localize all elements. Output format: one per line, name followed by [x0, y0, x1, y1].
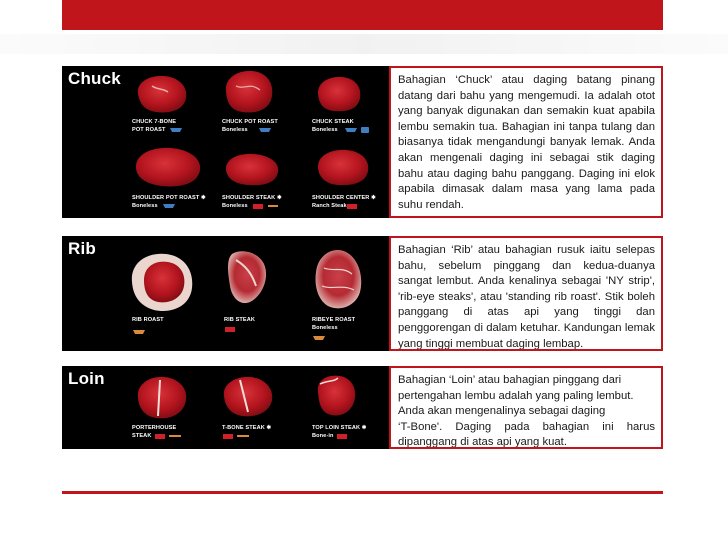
- loin-description-line-2: pertengahan lembu adalah yang paling lembut.: [398, 389, 634, 402]
- bottom-accent-rule: [62, 491, 663, 494]
- top-accent-bar: [62, 0, 663, 30]
- shoulder-steak-image: [222, 150, 282, 188]
- skillet-icon: [168, 433, 182, 439]
- chuck-description-box: [389, 66, 663, 218]
- chuck-image-panel: [62, 66, 389, 218]
- cut-label-rib-steak: RIB STEAK: [224, 317, 256, 323]
- grill-icon: [222, 433, 234, 440]
- porterhouse-image: [132, 372, 190, 422]
- marinate-icon: [360, 126, 370, 134]
- chuck-description: Bahagian ‘Chuck’ atau daging batang pinang datang dari bahu yang mengemudi. Ia adalah otot yang banyak digunakan dan semakin kuat apabila lembu semakin tua. Bahagian ini tanpa tulang dan biasanya tidak mengandungi banyak lemak. Anda akan mengenali daging ini sebagai stik daging bahu atau daging bahu panggang. Daging ini elok apabila dimasak dalam masa yang lama pada suhu rendah.: [398, 74, 655, 211]
- cut-label-t-bone: T-BONE STEAK ✱: [222, 425, 272, 431]
- loin-title: Loin: [68, 369, 105, 388]
- grill-icon: [252, 203, 264, 210]
- cut-label-shoulder-pot-roast: SHOULDER POT ROAST ✱ Boneless: [132, 195, 206, 209]
- roast-pan-icon: [312, 335, 326, 341]
- t-bone-image: [218, 372, 276, 420]
- top-loin-steak-image: [310, 370, 360, 422]
- chuck-title: Chuck: [68, 69, 121, 88]
- loin-description-line-1: Bahagian ‘Loin’ atau bahagian pinggang dari: [398, 374, 622, 386]
- loin-description-line-3: Anda akan mengenalinya sebagai daging: [398, 405, 606, 418]
- roast-pan-icon: [132, 329, 146, 335]
- grill-icon: [336, 433, 348, 440]
- cut-label-porterhouse: PORTERHOUSE STEAK: [132, 425, 177, 439]
- rib-title: Rib: [68, 239, 96, 258]
- cut-label-chuck-steak: CHUCK STEAK Boneless: [312, 119, 354, 133]
- cut-label-rib-roast: RIB ROAST: [132, 317, 164, 323]
- cut-label-top-loin: TOP LOIN STEAK ✱ Bone-in: [312, 425, 367, 439]
- cut-label-shoulder-center: SHOULDER CENTER ✱ Ranch Steak: [312, 195, 376, 209]
- grill-icon: [224, 326, 236, 333]
- slow-cooker-icon: [162, 203, 176, 209]
- chuck-pot-roast-image: [222, 68, 276, 116]
- ribeye-roast-image: [308, 242, 366, 314]
- loin-description-box: [389, 366, 663, 449]
- faint-watermark-band: [0, 34, 728, 54]
- chuck-steak-image: [314, 74, 364, 114]
- rib-section: [62, 236, 663, 351]
- grill-icon: [346, 203, 358, 210]
- slow-cooker-icon: [169, 127, 183, 133]
- shoulder-pot-roast-image: [132, 144, 204, 190]
- cut-label-ribeye-roast: RIBEYE ROAST Boneless: [312, 317, 356, 331]
- rib-description: Bahagian ‘Rib’ atau bahagian rusuk iaitu selepas bahu, sebelum pinggang dan kedua-duanya sangat lembut. Anda kenalinya sebagai 'NY strip', 'rib-eye steaks', atau 'standing rib roast'. Stik boleh panggang di atas api yang tinggi dan penggorengan di dalam ketuhar. Kandungan lemak yang tinggi membuat daging lembap.: [398, 244, 655, 350]
- rib-roast-image: [126, 248, 196, 316]
- cut-label-chuck-7-bone: CHUCK 7-BONE POT ROAST: [132, 119, 177, 133]
- loin-section: [62, 366, 663, 449]
- skillet-icon: [267, 203, 279, 210]
- loin-description-tail: ‘T-Bone'. Daging pada bahagian ini harus dipanggang di atas api yang kuat.: [398, 420, 655, 449]
- rib-image-panel: [62, 236, 389, 351]
- grill-icon: [154, 433, 166, 440]
- cut-label-chuck-pot-roast: CHUCK POT ROAST Boneless: [222, 119, 278, 133]
- chuck-section: [62, 66, 663, 218]
- slow-cooker-icon: [258, 127, 272, 133]
- loin-image-panel: [62, 366, 389, 449]
- slow-cooker-icon: [344, 127, 358, 133]
- rib-steak-image: [222, 246, 272, 308]
- skillet-icon: [236, 433, 250, 439]
- rib-description-box: [389, 236, 663, 351]
- chuck-7-bone-image: [132, 72, 190, 116]
- shoulder-center-image: [314, 146, 372, 188]
- cut-label-shoulder-steak: SHOULDER STEAK ✱ Boneless: [222, 195, 282, 209]
